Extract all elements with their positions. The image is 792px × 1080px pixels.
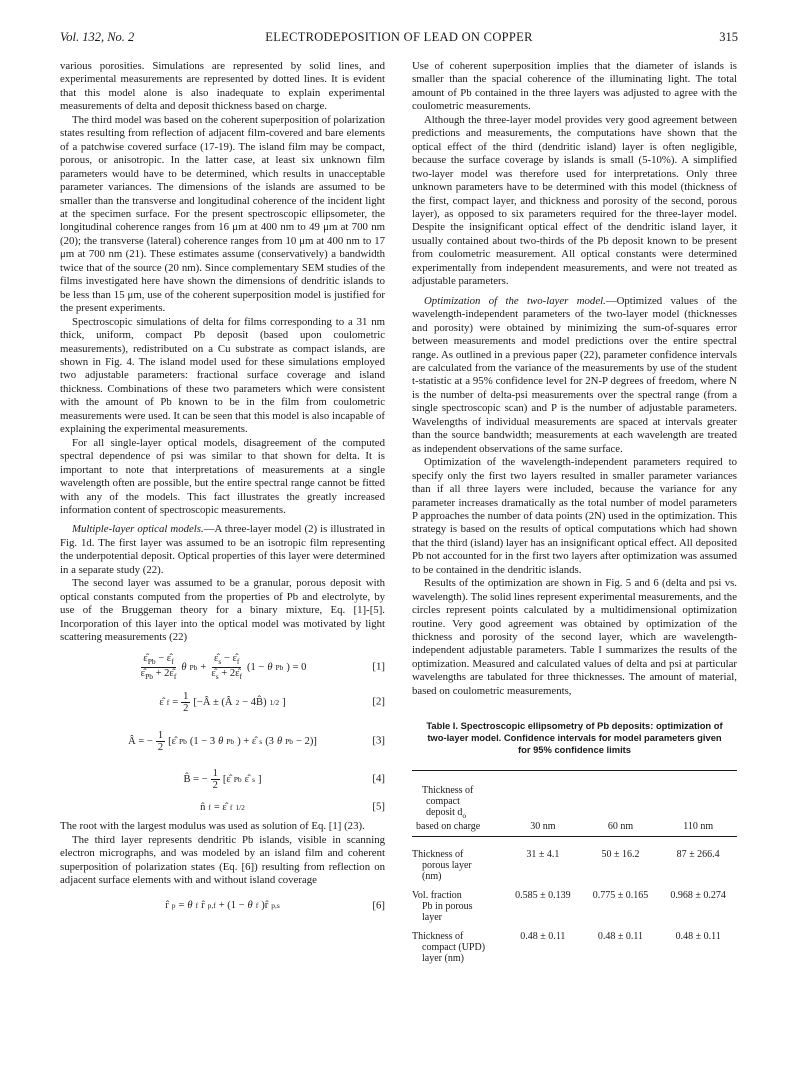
table-cell: 50 ± 16.2 (601, 849, 640, 861)
paragraph: various porosities. Simulations are represented by solid lines, and experimental measurements are represented by dotted lines. It is evident that this model alone is also inadequate to explain experimental measurements of delta and deposit thickness based on charge. (60, 60, 385, 113)
equation-5: n̂ f = ε̂ f 1/2 [5] (200, 800, 385, 813)
results-table (412, 770, 737, 964)
equation-4: B̂ = − $\frac{1}{2}$ [ε̂ Pb ε̂ s ] [4] (183, 767, 385, 791)
row-label: Thickness of porous layer (nm) (412, 849, 472, 883)
page-number: 315 (719, 30, 738, 44)
table-cell: 87 ± 266.4 (676, 849, 720, 861)
table-cell: 0.585 ± 0.139 (515, 890, 571, 902)
section-heading: Optimization of the two-layer model. (424, 294, 606, 307)
running-header (60, 30, 738, 52)
paragraph: The third layer represents dendritic Pb islands, visible in scanning electron micrographs, and was modeled by an island film and coherent superposition of polarization states (Eq. [6]) resulting from reflection on adjacent surface elements with and without island coverage (60, 833, 385, 887)
table-cell: 0.775 ± 0.165 (592, 890, 649, 902)
table-row (412, 882, 737, 923)
table-header-row (412, 771, 737, 837)
column-header: 60 nm (582, 771, 660, 837)
table-cell: 0.48 ± 0.11 (597, 931, 644, 943)
header-label: Thickness of compact deposit $d_o$ based on charge (412, 771, 504, 837)
paragraph: The root with the largest modulus was used as solution of Eq. [1] (23). (60, 820, 365, 833)
equation-number: [2] (372, 695, 385, 708)
paragraph: Results of the optimization are shown in Fig. 5 and 6 (delta and psi vs. wavelength). The solid lines represent experimental measurements, and the circles represent points calculated by a multidimensional optimization routine. Very good agreement was obtained by optimization of the thickness and porosity of the second layer, which are wavelength-independent adjustable parameters. Table I summarizes the results of the optimization. Measured and calculated values of delta and psi at particular wavelengths are tabulated for three thicknesses. The amount of material, based on coulometric measurements, (412, 577, 737, 697)
volume-issue: Vol. 132, No. 2 (60, 30, 135, 44)
row-label: Thickness of compact (UPD) layer (nm) (412, 931, 486, 965)
equation-1: $\frac{\varepsilon̂_{Pb} - \varepsilon̂_f}{\varepsilon̂_{Pb} + 2\varepsilon̂_f}$ θ Pb + $\frac{\varepsilon̂_s - \varepsilon̂_f}{\varepsilon̂_s + 2\varepsilon̂_f}$ (1 − θ Pb ) = 0 [1] (140, 652, 385, 681)
row-label: Vol. fraction Pb in porous layer (412, 890, 473, 924)
table-label: Table I. (426, 720, 458, 732)
equation-3: Â = − $\frac{1}{2}$ [ε̂ Pb (1 − 3 θ Pb ) + ε̂ s (3 θ Pb − 2)] [3] (128, 729, 385, 753)
right-column (412, 60, 737, 964)
running-title: ELECTRODEPOSITION OF LEAD ON COPPER (265, 30, 533, 44)
section-heading: Multiple-layer optical models. (72, 523, 204, 536)
table-cell: 0.968 ± 0.274 (670, 890, 726, 902)
equation-number: [3] (372, 734, 385, 747)
paragraph: Although the three-layer model provides very good agreement between predictions and measurements, the computations have shown that the optical effect of the third (dendritic island) layer is often negligible, because the surface coverage by islands is small (5-10%). A simplified two-layer model was therefore used for interpretations. Only three unknown parameters have to be determined with this model (thickness of the first, compact layer, and thickness and porosity of the second, porous layer), as opposed to six parameters required for the three-layer model. Despite the insignificant optical effect of the dendritic island layer, it usually contained about two-thirds of the Pb deposit known to be present from coulometric measurement. All optical constants were determined experimentally from independent measurements, and were not treated as adjustable parameters. (412, 113, 737, 288)
table-caption-text: Spectroscopic ellipsometry of Pb deposits: optimization of two-layer model. Confidence intervals for model parameters given for 95% confidence limits (427, 720, 723, 756)
column-header: 30 nm (504, 771, 582, 837)
paragraph: Use of coherent superposition implies that the diameter of islands is smaller than the spacial coherence of the illuminating light. The total amount of Pb contained in the three layers was adjusted to agree with the coulometric measurements. (412, 60, 737, 113)
equation-6: r̂ p = θ f r̂ p,f + (1 − θ f )r̂ p,s [6] (165, 899, 385, 912)
paragraph: The second layer was assumed to be a granular, porous deposit with optical constants computed from the properties of Pb and electrolyte, by use of the Bruggeman theory for a binary mixture, Eq. [1]-[5]. Incorporation of this layer into the optical model was motivated by light scattering measurements (22) (60, 577, 385, 644)
table-cell: 0.48 ± 0.11 (675, 931, 721, 943)
equation-number: [5] (372, 800, 385, 813)
paragraph: Optimization of the wavelength-independent parameters required to specify only the first two layers resulted in smaller parameter variances than if all three layers were included, because the variance for any parameter increases dramatically as the total number of model parameters P approaches the number of data points (2N) used in the optimization. This strategy is based on the results of optical computations which had shown that the third (island) layer has an insignificant optical effect. All deposited Pb not accounted for in the first two layers after optimization was assumed to be contained in the dendritic islands. (412, 456, 737, 576)
table-row (412, 923, 737, 964)
equation-number: [6] (372, 899, 385, 912)
table-caption (412, 720, 737, 756)
table-cell: 0.48 ± 0.11 (520, 931, 566, 943)
paragraph: The third model was based on the coherent superposition of polarization states resulting from reflection of adjacent film-covered and bare elements of a patchwise covered surface (17-19). The island film may be compact, porous, or anisotropic. In the latter case, at least six unknown film parameters would have to be determined, which results in unacceptable parameter variances. The dimensions of the islands are assumed to be smaller than the transverse and longitudinal coherence of the incident light at the specimen surface. For the present spectroscopic ellipsometer, the longitudinal coherence ranges from 16 μm at 400 nm to 49 μm at 700 nm (20); the transverse (lateral) coherence ranges from 10 μm at 400 nm to 17 μm at 700 nm (21). These estimates assume (conservatively) a bandwidth twice that of the source (20 nm). Since complementary SEM studies of the films investigated here have shown the dimensions of dendritic islands to be less than 15 μm, use of the coherent superposition model is justified for the present experiments. (60, 113, 385, 315)
column-header: 110 nm (659, 771, 737, 837)
table-row (412, 837, 737, 883)
equation-number: [1] (372, 660, 385, 673)
table-cell: 31 ± 4.1 (526, 849, 560, 861)
paragraph: Spectroscopic simulations of delta for films corresponding to a 31 nm thick, uniform, compact Pb deposit (based upon coulometric measurements), redistributed on a Cu substrate as compact islands, are shown in Fig. 4. The island model used for these simulations employed two adjustable parameters: fractional surface coverage and island thickness. Combinations of these two parameters which were consistent with the amount of Pb known to be in the film from coulometric measurements were used. It can be seen that this model is also incapable of explaining the experimental measurements. (60, 315, 385, 436)
paragraph: Multiple-layer optical models.—A three-layer model (2) is illustrated in Fig. 1d. The first layer was assumed to be an isotropic film representing the underpotential deposit. Optical properties of this layer were determined in a separate study (22). (60, 523, 385, 576)
paragraph: Optimization of the two-layer model.—Optimized values of the wavelength-independent parameters of the two-layer model (thicknesses and porosity) were obtained by minimizing the sum-of-squares error between measurements and model predictions over the entire spectral range. As outlined in a previous paper (22), parameter confidence intervals are calculated from the variance of the measurements by use of the student t-statistic at a 95% confidence level for 2N-P degrees of freedom, where N is the number of delta-psi measurements over the spectral range (from a single spectroscopic scan) and P is the number of adjustable parameters. Wavelengths of individual measurements are spaced at intervals greater than the source bandwidth; measurements at each wavelength are treated as independent observations of the same surface. (412, 294, 737, 455)
left-column (60, 60, 385, 920)
equation-number: [4] (372, 772, 385, 785)
paragraph: For all single-layer optical models, disagreement of the computed spectral dependence of psi was similar to that shown for delta. It is important to note that interpretations of measurements at a single wavelength often are possible, but the entire spectral range cannot be fitted with any of the models. This fact illustrates the greatly increased information content of spectroscopic measurements. (60, 436, 385, 516)
equation-2: ε̂ f = $\frac{1}{2}$ [−Â ± (Â 2 − 4B̂) 1/2 ] [2] (159, 690, 385, 714)
